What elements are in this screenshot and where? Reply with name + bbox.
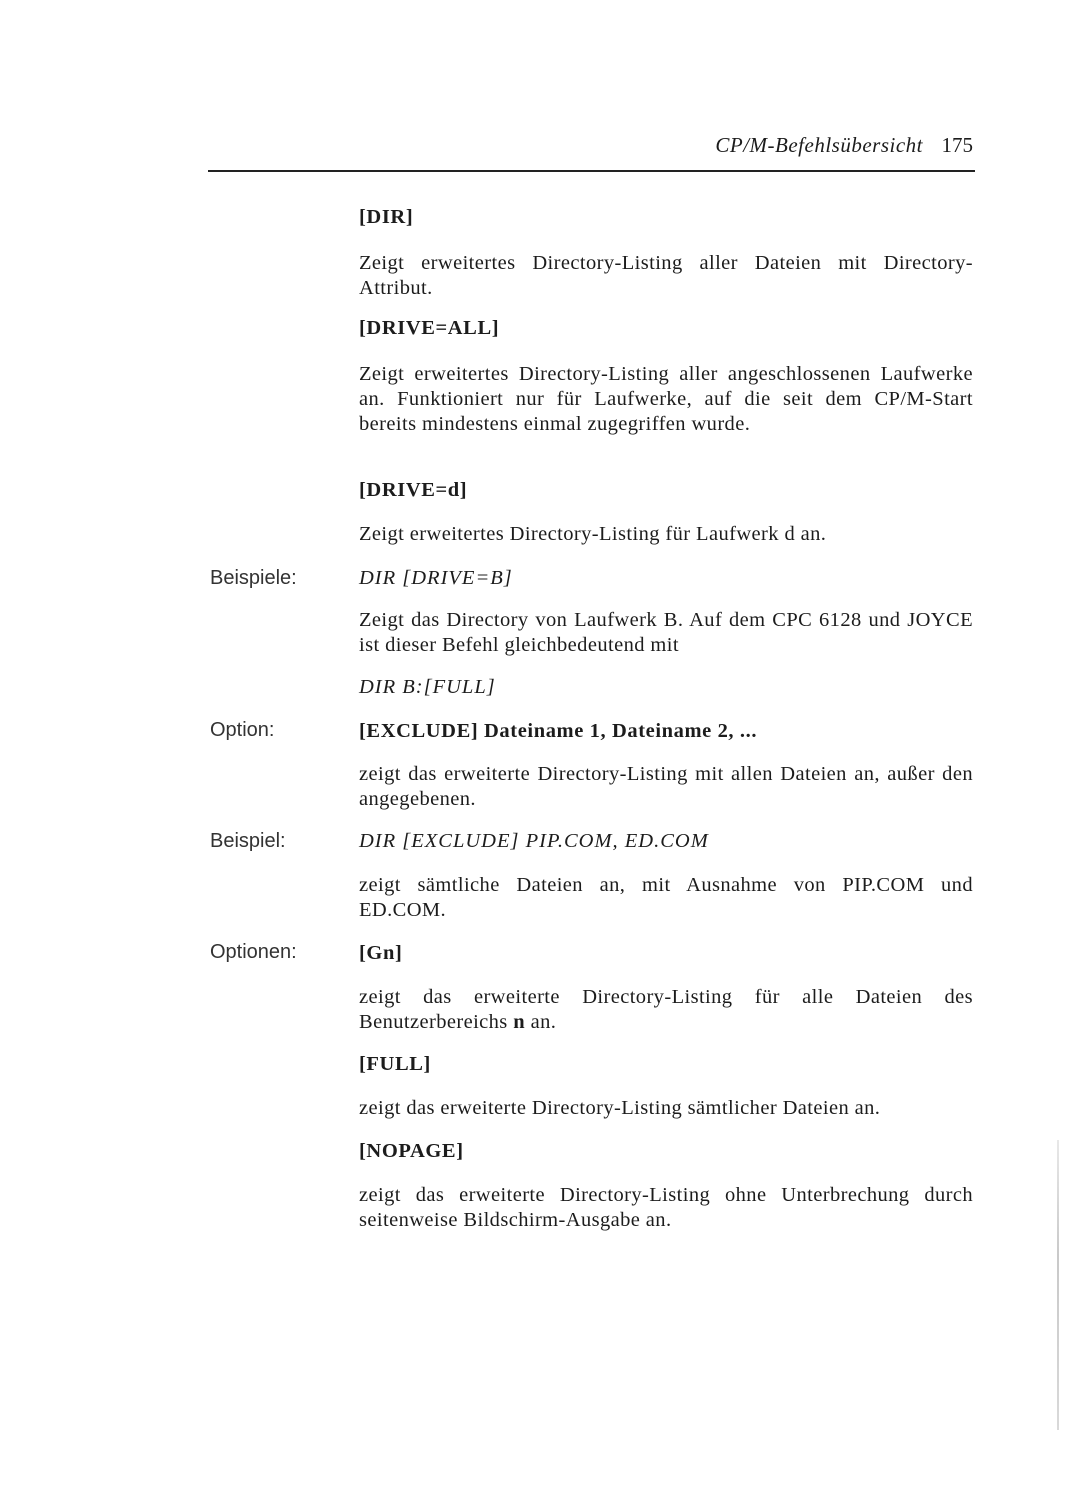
example-drive-b-description: Zeigt das Directory von Laufwerk B. Auf dem CPC 6128 und JOYCE ist dieser Befehl gleichbedeutend mit <box>359 609 973 656</box>
gn-heading: [Gn] <box>359 942 403 964</box>
nopage-heading: [NOPAGE] <box>359 1140 464 1162</box>
example-exclude: DIR [EXCLUDE] PIP.COM, ED.COM <box>359 830 709 852</box>
drive-all-description: Zeigt erweitertes Directory-Listing aller angeschlossenen Laufwerke an. Funktioniert nur für Laufwerke, auf die seit dem CP/M-Start bereits mindestens einmal zugegriffen wurde. <box>359 363 973 435</box>
page-number: 175 <box>941 133 973 157</box>
running-title: CP/M-Befehlsübersicht <box>715 133 923 157</box>
example-dir-full: DIR B:[FULL] <box>359 676 496 698</box>
exclude-description: zeigt das erweiterte Directory-Listing mit allen Dateien an, außer den angegebenen. <box>359 763 973 810</box>
gn-description-n: n <box>513 1011 526 1033</box>
gn-description-end: an. <box>530 1011 557 1033</box>
label-optionen: Optionen: <box>210 941 297 963</box>
drive-all-heading: [DRIVE=ALL] <box>359 317 500 339</box>
header-rule <box>208 170 975 172</box>
scan-edge-mark <box>1057 1140 1059 1430</box>
full-heading: [FULL] <box>359 1053 431 1075</box>
example-exclude-description: zeigt sämtliche Dateien an, mit Ausnahme von PIP.COM und ED.COM. <box>359 874 973 921</box>
dir-description: Zeigt erweitertes Directory-Listing aller Dateien mit Directory-Attribut. <box>359 252 973 299</box>
dir-heading: [DIR] <box>359 206 414 228</box>
gn-description <box>359 985 973 1035</box>
example-drive-b: DIR [DRIVE=B] <box>359 567 513 589</box>
gn-description-text: zeigt das erweiterte Directory-Listing für alle Dateien des Benutzerbereichs <box>359 986 973 1033</box>
full-description: zeigt das erweiterte Directory-Listing sämtlicher Dateien an. <box>359 1097 881 1119</box>
exclude-heading: [EXCLUDE] Dateiname 1, Dateiname 2, ... <box>359 720 758 742</box>
page-header <box>208 133 975 169</box>
label-option: Option: <box>210 719 275 741</box>
label-beispiele: Beispiele: <box>210 567 297 589</box>
label-beispiel: Beispiel: <box>210 830 286 852</box>
nopage-description: zeigt das erweiterte Directory-Listing ohne Unterbrechung durch seitenweise Bildschirm-Ausgabe an. <box>359 1184 973 1231</box>
drive-d-description: Zeigt erweitertes Directory-Listing für Laufwerk d an. <box>359 523 827 545</box>
drive-d-heading: [DRIVE=d] <box>359 479 468 501</box>
